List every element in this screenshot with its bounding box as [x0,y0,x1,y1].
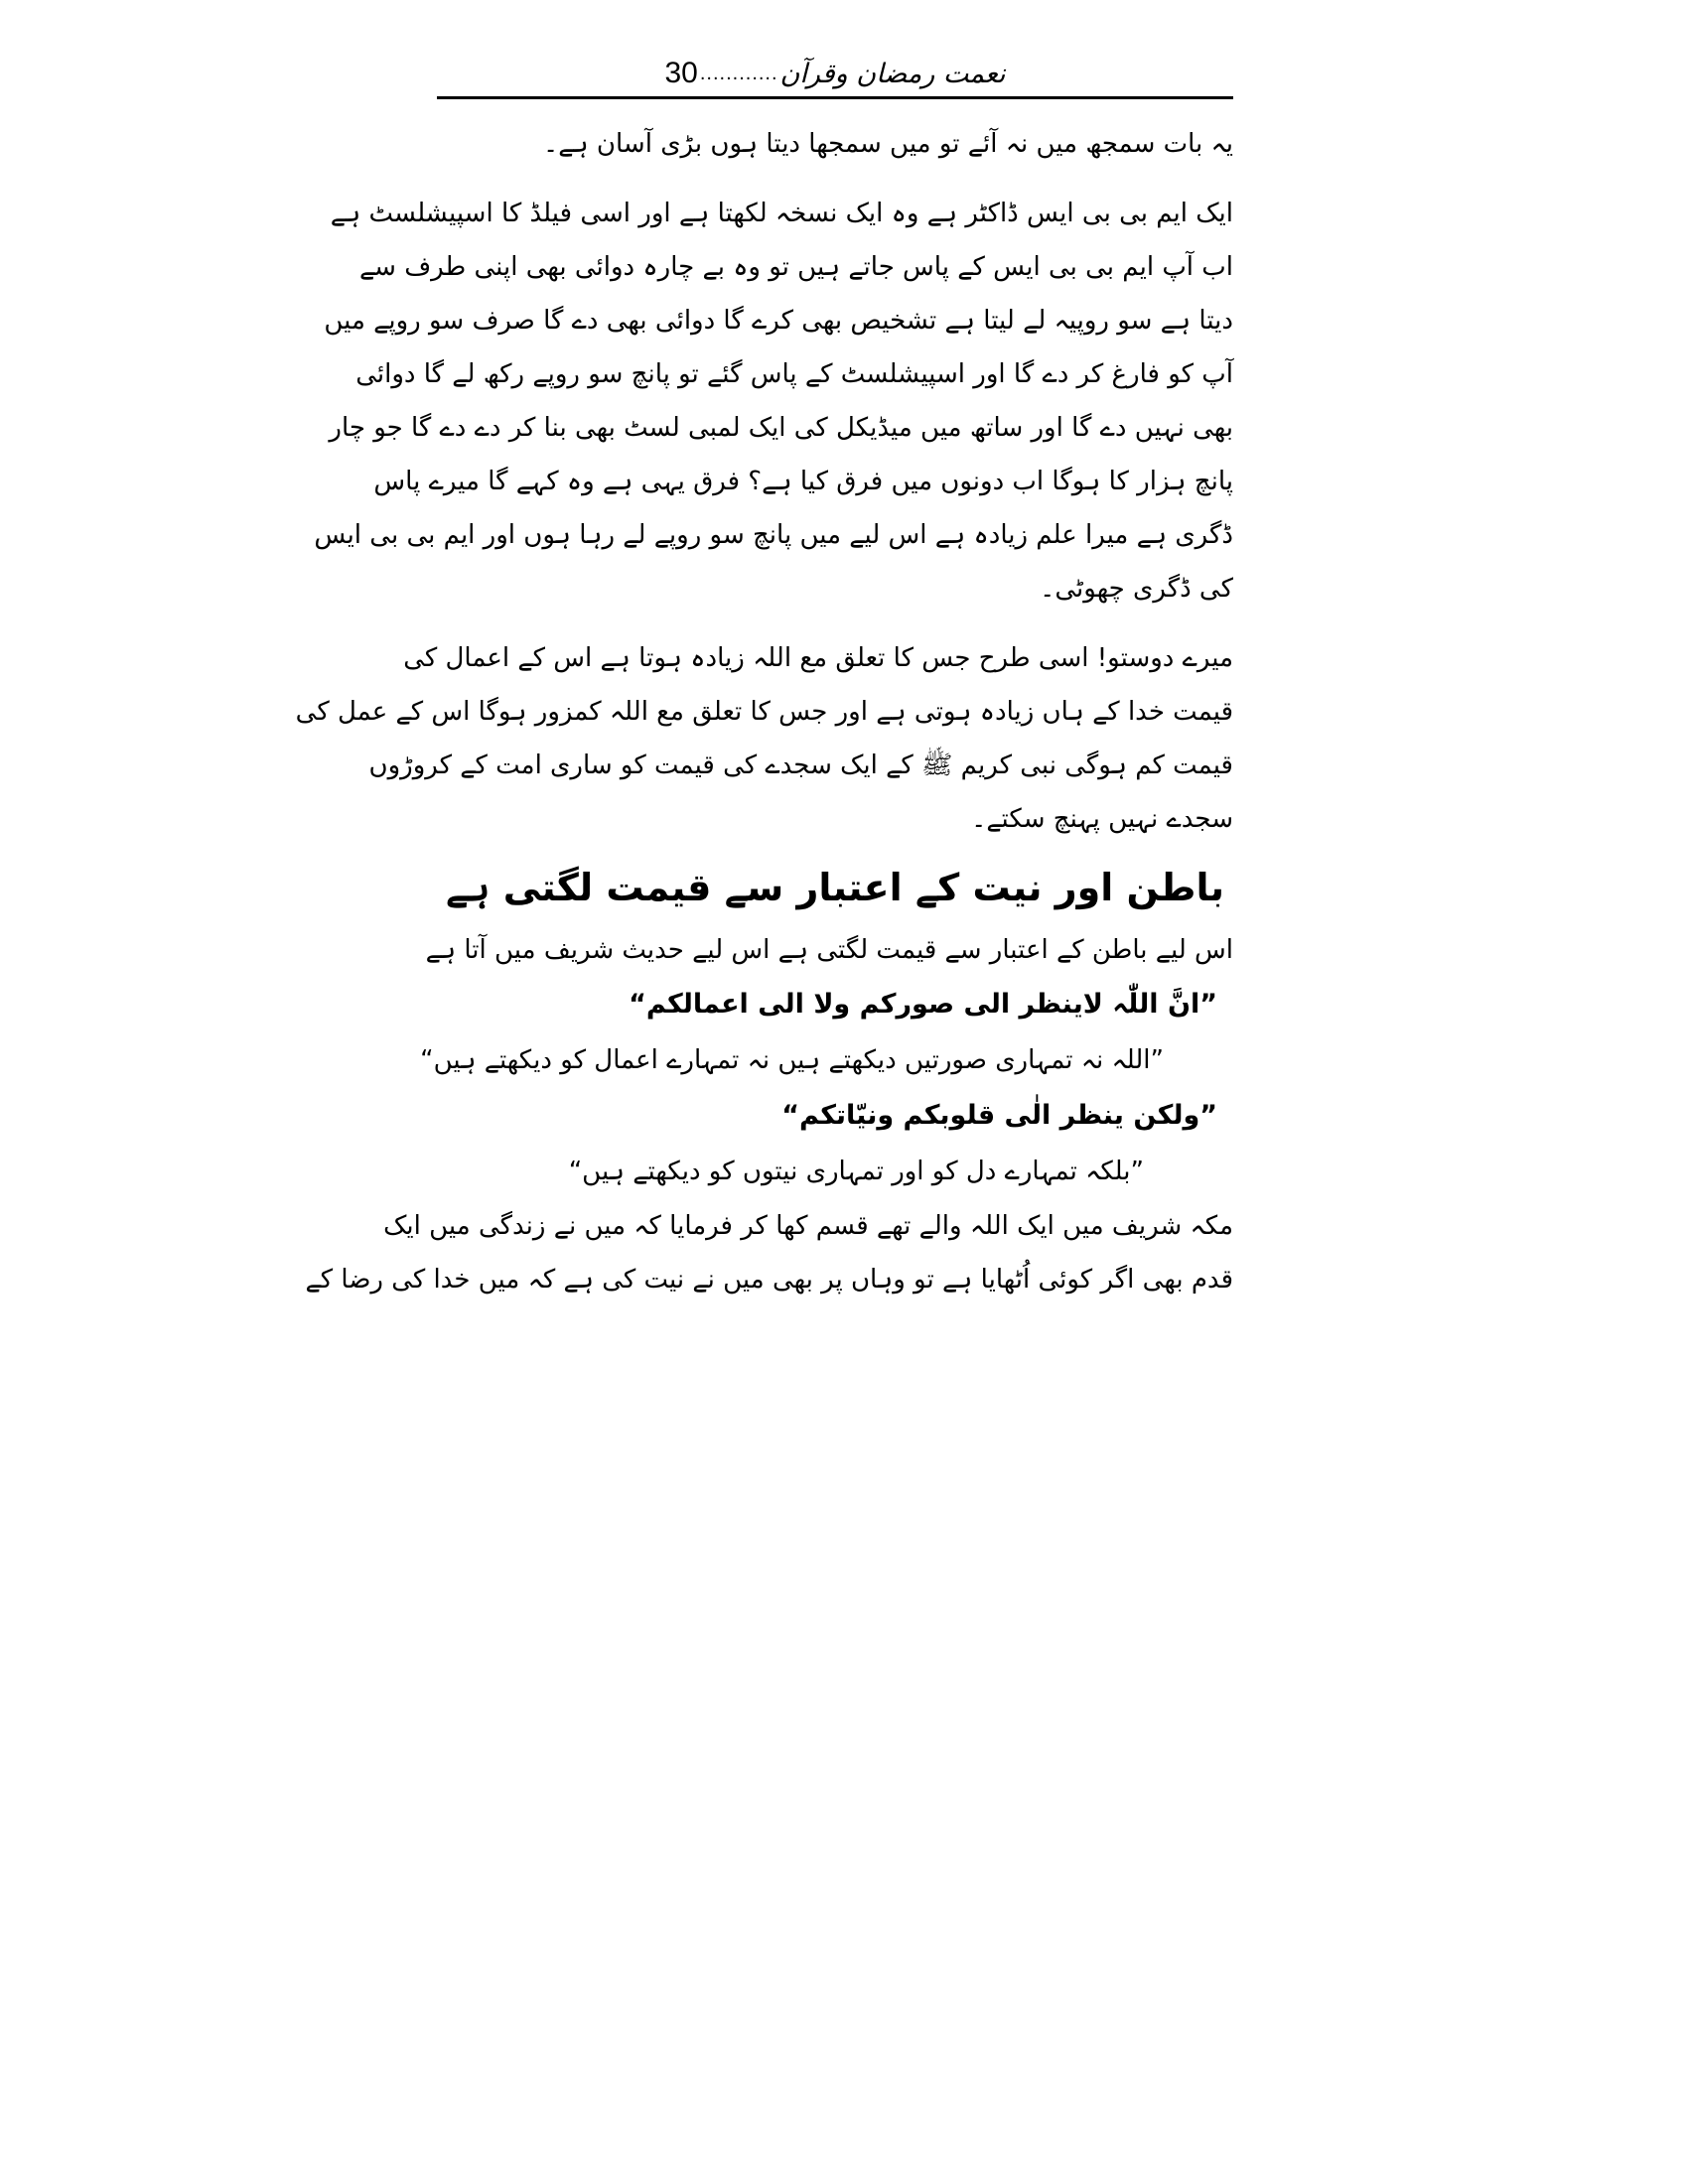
text-line: قیمت کم ہوگی نبی کریم ﷺ کے ایک سجدے کی قیمت کو ساری امت کے کروڑوں [368,751,1233,780]
text-line: قدم بھی اگر کوئی اُٹھایا ہے تو وہاں پر بھی میں نے نیت کی ہے کہ میں خدا کی رضا کے [305,1265,1233,1295]
arabic-quote: ”انَّ اللّٰہ لاینظر الی صورکم ولا الی اعمالکم“ [629,989,1217,1020]
text-line: کی ڈگری چھوٹی۔ [1040,574,1233,604]
page-number: 30 [664,57,698,89]
quote-translation: ”اللہ نہ تمہاری صورتیں دیکھتے ہیں نہ تمہارے اعمال کو دیکھتے ہیں“ [420,1045,1164,1075]
page-body [295,117,1233,1306]
paragraph-gap [437,615,1233,631]
paragraph [295,631,1233,846]
text-line: سجدے نہیں پہنچ سکتے۔ [971,804,1233,834]
paragraph [305,1199,1233,1306]
arabic-quote: ”ولکن ینظر الٰی قلوبکم ونیّاتکم“ [781,1100,1217,1131]
page-header [437,52,1233,95]
text-line: یہ بات سمجھ میں نہ آئے تو میں سمجھا دیتا ہوں بڑی آسان ہے۔ [542,129,1233,159]
section-heading: باطن اور نیت کے اعتبار سے قیمت لگتی ہے [446,866,1224,909]
paragraph [314,187,1233,615]
hadith-intro: اس لیے باطن کے اعتبار سے قیمت لگتی ہے اس لیے حدیث شریف میں آتا ہے [425,935,1233,965]
text-line: اب آپ ایم بی بی ایس کے پاس جاتے ہیں تو وہ بے چارہ دوائی بھی اپنی طرف سے [358,252,1233,282]
text-line: آپ کو فارغ کر دے گا اور اسپیشلسٹ کے پاس گئے تو پانچ سو روپے رکھ لے گا دوائی [355,359,1233,389]
text-line: قیمت خدا کے ہاں زیادہ ہوتی ہے اور جس کا تعلق مع اللہ کمزور ہوگا اس کے عمل کی [295,697,1233,727]
text-line: میرے دوستو! اسی طرح جس کا تعلق مع اللہ زیادہ ہوتا ہے اس کے اعمال کی [403,643,1233,673]
paragraph [437,117,1233,171]
text-line: ایک ایم بی بی ایس ڈاکٹر ہے وہ ایک نسخہ لکھتا ہے اور اسی فیلڈ کا اسپیشلسٹ ہے [330,199,1233,228]
header-dots: ............ [699,62,778,84]
text-line: ڈگری ہے میرا علم زیادہ ہے اس لیے میں پانچ سو روپے لے رہا ہوں اور ایم بی بی ایس [314,520,1233,550]
text-line: دیتا ہے سو روپیہ لے لیتا ہے تشخیص بھی کرے گا دوائی بھی دے گا صرف سو روپے میں [324,306,1233,336]
header-rule [437,96,1233,99]
quote-translation: ”بلکہ تمہارے دل کو اور تمہاری نیتوں کو دیکھتے ہیں“ [568,1157,1144,1186]
text-line: پانچ ہزار کا ہوگا اب دونوں میں فرق کیا ہے؟ فرق یہی ہے وہ کہے گا میرے پاس [373,467,1233,496]
running-title: نعمت رمضان وقرآن [779,58,1006,89]
paragraph-gap [437,171,1233,187]
text-line: مکہ شریف میں ایک اللہ والے تھے قسم کھا کر فرمایا کہ میں نے زندگی میں ایک [383,1211,1233,1241]
text-line: بھی نہیں دے گا اور ساتھ میں میڈیکل کی ایک لمبی لسٹ بھی بنا کر دے دے گا جو چار [329,413,1233,443]
